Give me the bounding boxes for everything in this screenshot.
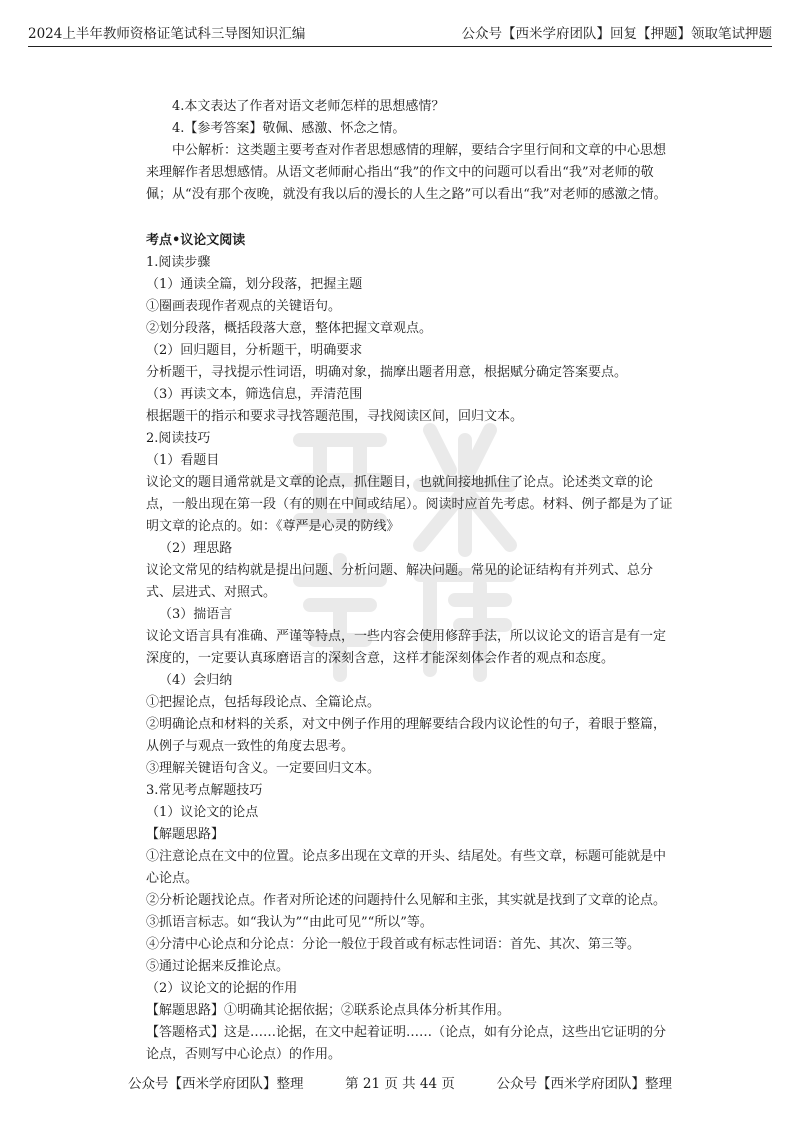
header-promo: 公众号【西米学府团队】回复【押题】领取笔试押题 [461, 26, 772, 42]
paragraph: （1）议论文的论点 [146, 805, 259, 820]
paragraph: ②划分段落，概括段落大意，整体把握文章观点。 [146, 321, 433, 336]
page-footer [28, 1072, 772, 1092]
footer-right: 公众号【西米学府团队】整理 [496, 1076, 672, 1092]
paragraph: 【解题思路】①明确其论据依据；②联系论点具体分析其作用。 [146, 1003, 511, 1018]
paragraph: ③理解关键语句含义。一定要回归文本。 [146, 761, 381, 776]
paragraph: 分析题干，寻找提示性词语，明确对象，揣摩出题者用意，根据赋分确定答案要点。 [146, 365, 628, 380]
paragraph: （2）议论文的论据的作用 [146, 981, 298, 996]
paragraph: ⑤通过论据来反推论点。 [146, 959, 290, 974]
paragraph: 根据题干的指示和要求寻找答题范围，寻找阅读区间，回归文本。 [146, 409, 524, 424]
paragraph: （1）通读全篇，划分段落，把握主题 [146, 277, 363, 292]
paragraph: ③抓语言标志。如“我认为”“由此可见”“所以”等。 [146, 915, 433, 930]
paragraph: （3）揣语言 [159, 607, 233, 622]
paragraph: 议论文语言具有准确、严谨等特点，一些内容会使用修辞手法，所以议论文的语言是有一定深度的，一定要认真琢磨语言的深刻含意，这样才能深刻体会作者的观点和态度。 [146, 629, 667, 666]
section-heading: 考点•议论文阅读 [146, 233, 246, 248]
paragraph: 4.【参考答案】敬佩、感激、怀念之情。 [172, 121, 406, 136]
paragraph: 【答题格式】这是……论据，在文中起着证明……（论点，如有分论点，这些出它证明的分论点，否则写中心论点）的作用。 [146, 1025, 667, 1062]
paragraph: ②分析论题找论点。作者对所论述的问题持什么见解和主张，其实就是找到了文章的论点。 [146, 893, 667, 908]
paragraph: ①把握论点，包括每段论点、全篇论点。 [146, 695, 381, 710]
paragraph: 议论文的题目通常就是文章的论点，抓住题目，也就间接地抓住了论点。论述类文章的论点，一般出现在第一段（有的则在中间或结尾）。阅读时应首先考虑。材料、例子都是为了证明文章的论点的。如：《尊严是心灵的防线》 [146, 475, 673, 534]
page-number: 第 21 页 共 44 页 [345, 1076, 455, 1092]
paragraph: （2）回归题目，分析题干，明确要求 [146, 343, 363, 358]
paragraph: （4）会归纳 [159, 673, 233, 688]
header-title: 2024上半年教师资格证笔试科三导图知识汇编 [28, 26, 306, 42]
footer-left: 公众号【西米学府团队】整理 [128, 1076, 304, 1092]
paragraph: ①圈画表现作者观点的关键语句。 [146, 299, 342, 314]
paragraph: ④分清中心论点和分论点：分论一般位于段首或有标志性词语：首先、其次、第三等。 [146, 937, 641, 952]
paragraph: ②明确论点和材料的关系，对文中例子作用的理解要结合段内议论性的句子，着眼于整篇，从例子与观点一致性的角度去思考。 [146, 717, 667, 754]
paragraph: 2.阅读技巧 [146, 431, 211, 446]
paragraph: 中公解析：这类题主要考查对作者思想感情的理解，要结合字里行间和文章的中心思想来理解作者思想感情。从语文老师耐心指出“我”的作文中的问题可以看出“我”对老师的敬佩；从“没有那个夜晚，就没有我以后的漫长的人生之路”可以看出“我”对老师的感激之情。 [146, 143, 667, 202]
paragraph: 1.阅读步骤 [146, 255, 211, 270]
paragraph: 【解题思路】 [146, 827, 225, 842]
document-body [146, 96, 676, 1066]
paragraph: （3）再读文本，筛选信息，弄清范围 [146, 387, 363, 402]
paragraph: 4.本文表达了作者对语文老师怎样的思想感情？ [172, 99, 445, 114]
paragraph: （2）理思路 [159, 541, 233, 556]
paragraph: ①注意论点在文中的位置。论点多出现在文章的开头、结尾处。有些文章，标题可能就是中心论点。 [146, 849, 667, 886]
paragraph: 议论文常见的结构就是提出问题、分析问题、解决问题。常见的论证结构有并列式、总分式、层进式、对照式。 [146, 563, 654, 600]
paragraph: （1）看题目 [146, 453, 220, 468]
page-header [28, 18, 772, 47]
paragraph: 3.常见考点解题技巧 [146, 783, 263, 798]
